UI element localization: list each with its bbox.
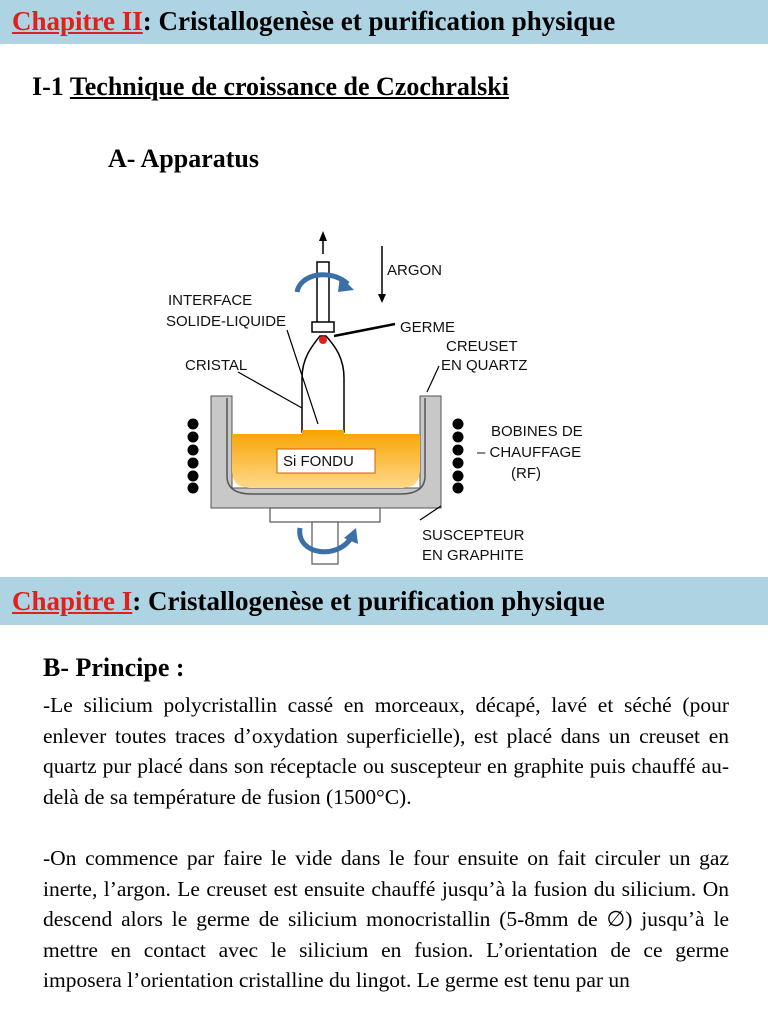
bobines-label-1: BOBINES DE (491, 423, 583, 440)
creuset-leader-line (427, 366, 439, 392)
cristal-leader-line (238, 372, 302, 408)
chapter-title-2 (12, 586, 605, 617)
creuset-label-1: CREUSET (446, 338, 518, 355)
chapter-header-bar-2 (0, 577, 768, 625)
pedestal-shaft (312, 522, 338, 564)
seed-holder (312, 322, 334, 332)
bobines-label-2: – CHAUFFAGE (477, 444, 582, 461)
pull-rod (317, 262, 329, 324)
interface-label-1: INTERFACE (168, 292, 253, 309)
section-number: I-1 (32, 72, 64, 101)
creuset-label-2: EN QUARTZ (441, 357, 528, 374)
heating-coils-left (188, 419, 199, 494)
suscepteur-label-2: EN GRAPHITE (422, 547, 524, 564)
pedestal-top (270, 508, 380, 522)
heating-coils-right (453, 419, 464, 494)
cristal-label: CRISTAL (185, 357, 248, 374)
chapter-label: Chapitre II (12, 6, 143, 36)
crystal-ingot (302, 336, 344, 432)
subsection-principe-heading: B- Principe : (43, 653, 185, 682)
subsection-apparatus-heading: A- Apparatus (108, 144, 259, 173)
section-title: Technique de croissance de Czochralski (69, 72, 509, 101)
principe-paragraph-1: -Le silicium polycristallin cassé en morceaux, décapé, lavé et séché (pour enlever toutes traces d’oxydation superficielle), est placé dans un creuset en quartz pur placé dans son réceptacle ou suscepteur en graphite puis chauffé au-delà de sa température de fusion (1500°C). (43, 693, 729, 809)
chapter-label-2: Chapitre I (12, 586, 133, 616)
chapter-title-text-2: : Cristallogenèse et purification physique (132, 586, 605, 616)
interface-label-2: SOLIDE-LIQUIDE (166, 313, 287, 330)
si-fondu-label: Si FONDU (283, 453, 354, 470)
principe-paragraph-2: -On commence par faire le vide dans le four ensuite on fait circuler un gaz inerte, l’argon. Le creuset est ensuite chauffé jusqu’à la fusion du silicium. On descend alors le germe de silicium monocristallin (5-8mm de ∅) jusqu’à le mettre en contact avec le silicium en fusion. L’orientation de ce germe imposera l’orientation cristalline du lingot. Le germe est tenu par un (43, 846, 729, 993)
germe-label: GERME (400, 319, 456, 336)
bobines-label-3: (RF) (511, 465, 541, 482)
pull-up-arrow (319, 231, 327, 254)
seed-marker (319, 336, 327, 344)
argon-arrow (378, 246, 386, 303)
germe-leader-line (334, 324, 395, 336)
suscepteur-label-1: SUSCEPTEUR (422, 527, 525, 544)
argon-label: ARGON (387, 262, 443, 279)
chapter-title-text: : Cristallogenèse et purification physique (142, 6, 616, 36)
